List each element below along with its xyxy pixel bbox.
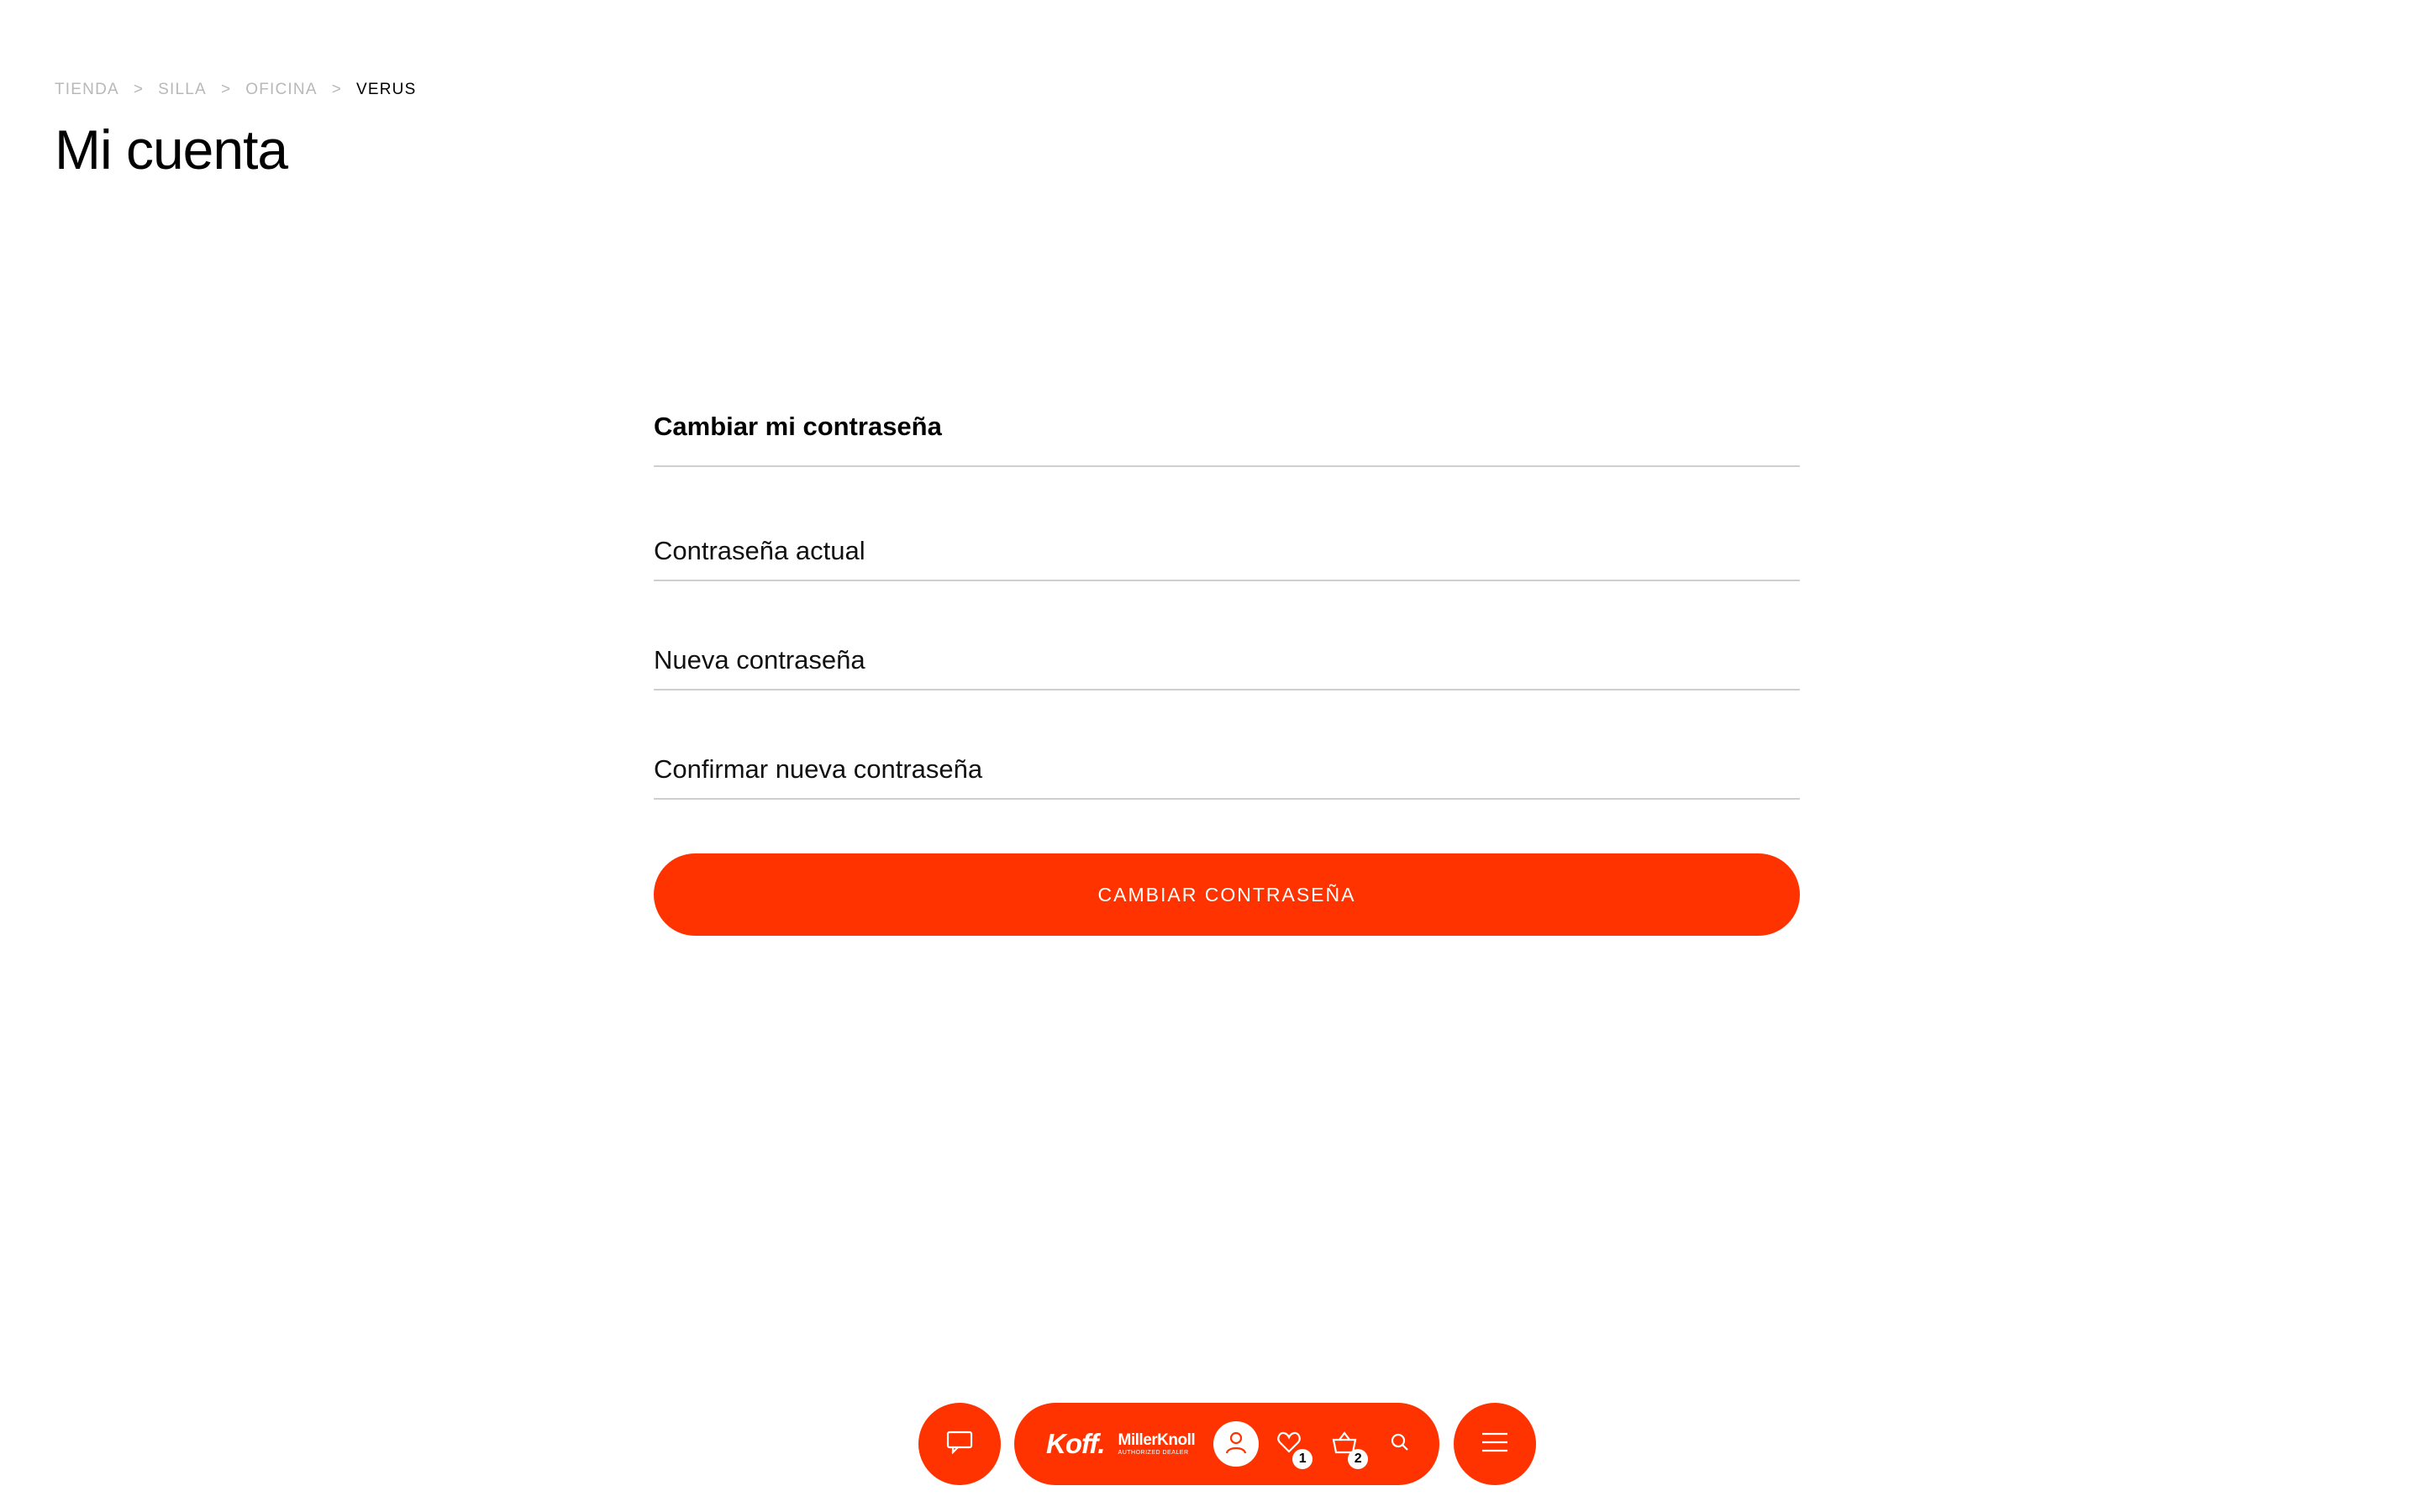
confirm-password-field[interactable] <box>654 690 1800 800</box>
wishlist-button[interactable] <box>1272 1427 1307 1466</box>
partner-name: MillerKnoll <box>1118 1431 1196 1449</box>
wishlist-count-badge: 1 <box>1292 1449 1313 1469</box>
confirm-password-input[interactable] <box>654 748 1800 798</box>
new-password-input[interactable] <box>654 638 1800 689</box>
breadcrumb-separator: > <box>331 81 342 98</box>
current-password-label: Contraseña actual <box>654 536 865 565</box>
account-button[interactable] <box>1213 1421 1259 1467</box>
millerknoll-logo <box>1118 1432 1196 1456</box>
current-password-field[interactable] <box>654 467 1800 581</box>
koff-logo[interactable]: Koff. <box>1046 1428 1105 1459</box>
menu-button[interactable] <box>1454 1403 1536 1485</box>
change-password-button[interactable]: CAMBIAR CONTRASEÑA <box>654 853 1800 936</box>
breadcrumb-separator: > <box>220 81 232 98</box>
menu-icon <box>1481 1431 1509 1457</box>
search-icon <box>1391 1433 1409 1456</box>
breadcrumb-separator: > <box>133 81 145 98</box>
breadcrumb-item-verus: VERUS <box>356 81 417 98</box>
cart-button[interactable] <box>1328 1427 1362 1466</box>
breadcrumb <box>55 81 416 99</box>
page-title: Mi cuenta <box>55 118 288 181</box>
chat-icon <box>946 1431 973 1458</box>
current-password-input[interactable] <box>654 529 1800 580</box>
breadcrumb-item-silla[interactable]: SILLA <box>158 81 207 98</box>
user-icon <box>1225 1431 1247 1458</box>
change-password-form <box>654 412 1800 936</box>
breadcrumb-item-oficina[interactable]: OFICINA <box>245 81 318 98</box>
section-title: Cambiar mi contraseña <box>654 412 1800 467</box>
dock-bar <box>1014 1403 1439 1485</box>
search-button[interactable] <box>1383 1427 1417 1461</box>
partner-subtitle: AUTHORIZED DEALER <box>1118 1450 1189 1456</box>
breadcrumb-item-tienda[interactable]: TIENDA <box>55 81 119 98</box>
cart-count-badge: 2 <box>1348 1449 1368 1469</box>
new-password-label: Nueva contraseña <box>654 645 865 675</box>
confirm-password-label: Confirmar nueva contraseña <box>654 754 983 784</box>
new-password-field[interactable] <box>654 581 1800 690</box>
chat-button[interactable] <box>918 1403 1001 1485</box>
